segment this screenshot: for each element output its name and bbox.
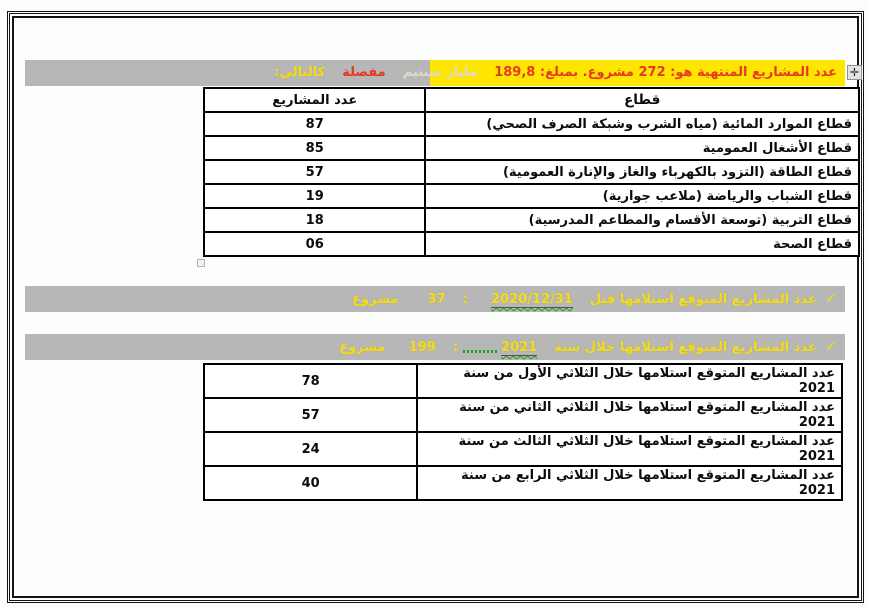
expected-before-text: عدد المشاريع المتوقع استلامها قبل (589, 292, 817, 307)
colon: : (462, 292, 468, 307)
sector-cell: قطاع الشباب والرياضة (ملاعب جوارية) (425, 184, 859, 208)
unit-word: مشروع (339, 340, 386, 355)
spellcheck-squiggle (463, 350, 497, 353)
sector-projects-table (203, 87, 860, 257)
finished-projects-summary-line (25, 60, 860, 86)
count-cell: 40 (204, 466, 417, 500)
summary-tail-text: مفصلة (342, 65, 386, 80)
count-cell: 87 (204, 112, 425, 136)
table-resize-handle[interactable] (197, 259, 205, 267)
sector-cell: قطاع الأشغال العمومية (425, 136, 859, 160)
table-row (204, 184, 859, 208)
expected-before-date-line (25, 286, 845, 312)
table-row (204, 466, 842, 500)
colon: : (452, 340, 458, 355)
quarter-label-cell: عدد المشاريع المتوقع استلامها خلال الثلاثي الثالث من سنة 2021 (417, 432, 842, 466)
year-2021: 2021 (501, 340, 538, 355)
count-cell: 85 (204, 136, 425, 160)
table-row (204, 136, 859, 160)
table-header-row (204, 88, 859, 112)
quarter-label-cell: عدد المشاريع المتوقع استلامها خلال الثلاثي الثاني من سنة 2021 (417, 398, 842, 432)
table-row (204, 364, 842, 398)
table-move-handle-icon[interactable]: ✛ (847, 65, 862, 80)
count-cell: 18 (204, 208, 425, 232)
count-cell: 24 (204, 432, 417, 466)
unit-word: مشروع (352, 292, 399, 307)
sector-cell: قطاع الطاقة (التزود بالكهرباء والغاز والإنارة العمومية) (425, 160, 859, 184)
deadline-date: 2020/12/31 (490, 292, 573, 307)
table-row (204, 432, 842, 466)
table-row (204, 398, 842, 432)
quarter-label-cell: عدد المشاريع المتوقع استلامها خلال الثلاثي الأول من سنة 2021 (417, 364, 842, 398)
table-row (204, 232, 859, 256)
summary-last-word: كالتالي: (274, 65, 326, 80)
summary-main-text: عدد المشاريع المنتهية هو: 272 مشروع. بمبلغ: 189,8 (494, 65, 837, 80)
expected-before-count: 37 (427, 292, 446, 307)
count-cell: 19 (204, 184, 425, 208)
expected-during-2021-line (25, 334, 845, 360)
sector-cell: قطاع الصحة (425, 232, 859, 256)
count-cell: 78 (204, 364, 417, 398)
check-icon: ✓ (825, 291, 837, 307)
count-header: عدد المشاريع (204, 88, 425, 112)
sector-cell: قطاع التربية (توسعة الأقسام والمطاعم المدرسية) (425, 208, 859, 232)
quarterly-projects-table (203, 363, 843, 501)
sector-cell: قطاع الموارد المائية (مياه الشرب وشبكة الصرف الصحي) (425, 112, 859, 136)
count-cell: 06 (204, 232, 425, 256)
quarter-label-cell: عدد المشاريع المتوقع استلامها خلال الثلاثي الرابع من سنة 2021 (417, 466, 842, 500)
table-row (204, 160, 859, 184)
count-cell: 57 (204, 160, 425, 184)
table-row (204, 112, 859, 136)
sector-header: قطاع (425, 88, 859, 112)
expected-2021-count: 199 (408, 340, 436, 355)
expected-2021-text: عدد المشاريع المتوقع استلامها خلال سنة (554, 340, 817, 355)
check-icon: ✓ (825, 339, 837, 355)
table-row (204, 208, 859, 232)
summary-unit-text: مليار سنتيم (402, 65, 478, 80)
count-cell: 57 (204, 398, 417, 432)
